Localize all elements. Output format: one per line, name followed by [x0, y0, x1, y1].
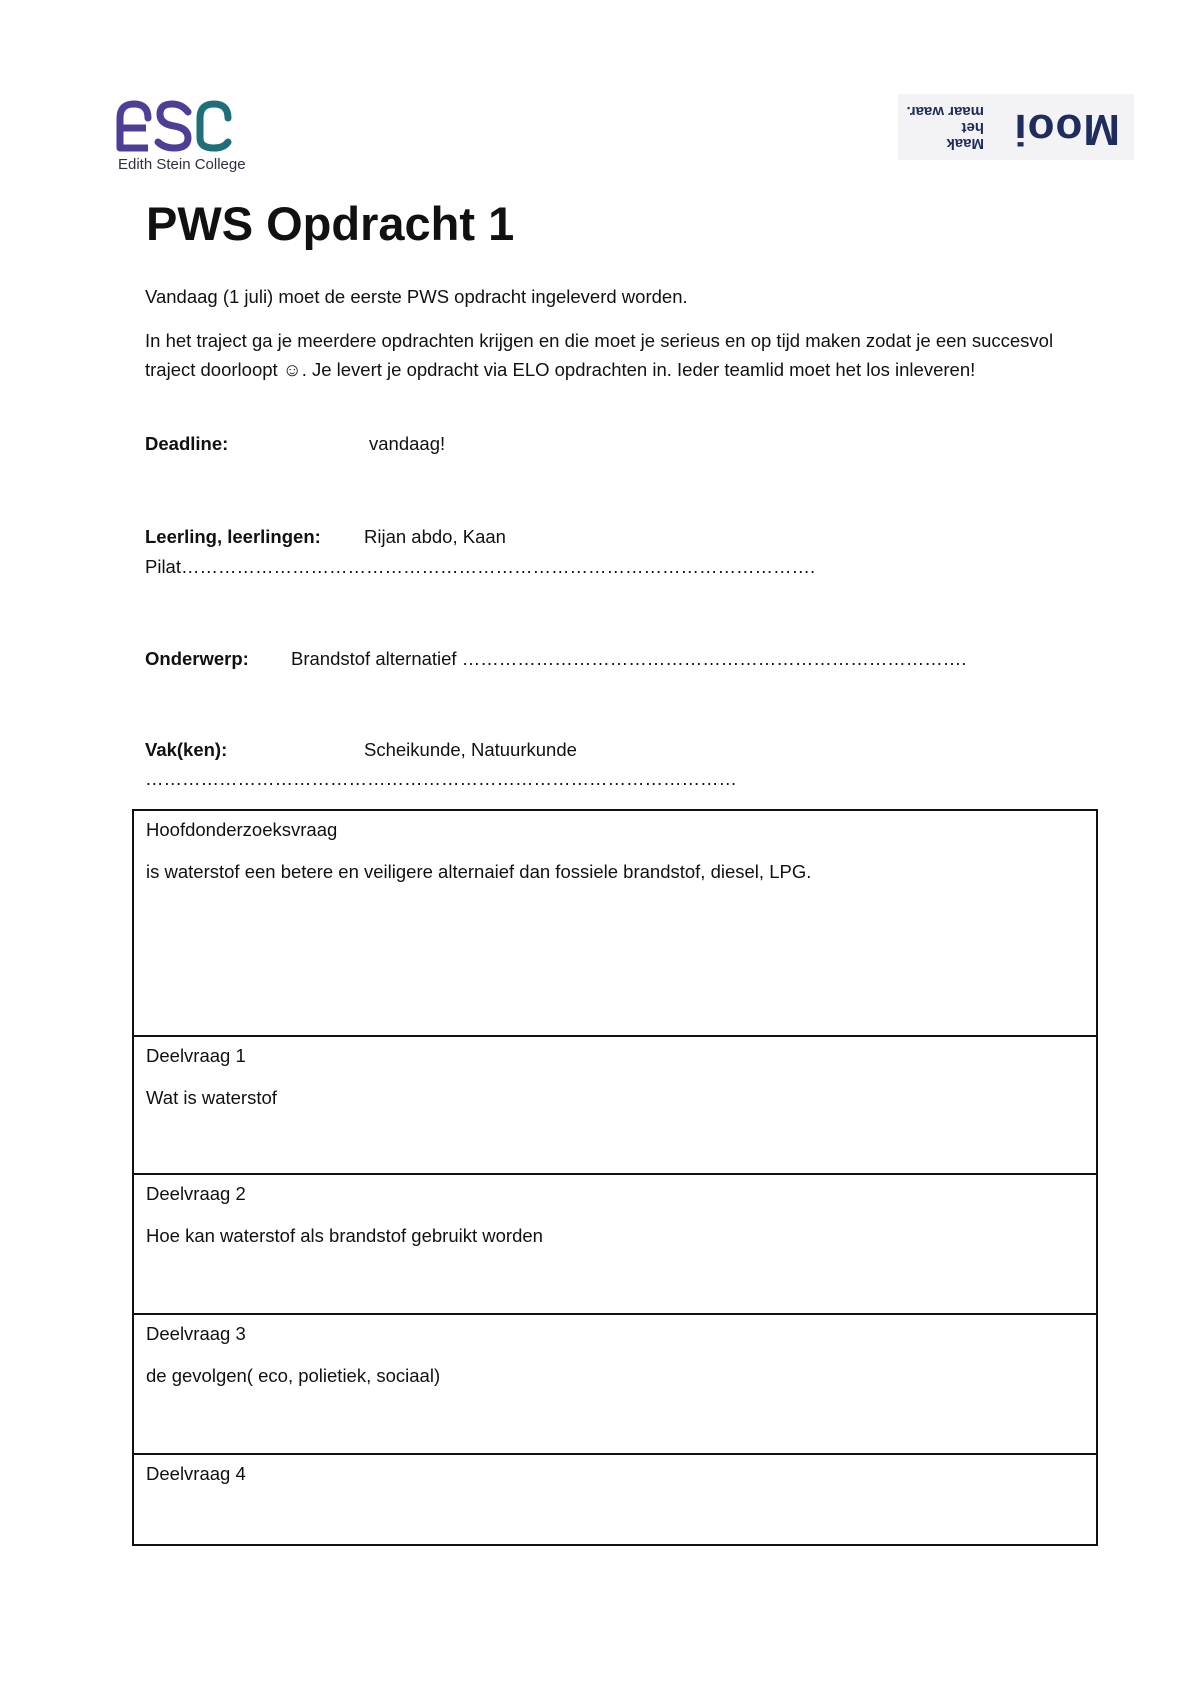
students-value: Rijan abdo, Kaan — [364, 526, 506, 547]
research-questions-table — [132, 809, 1098, 1546]
subject-value: Brandstof alternatief ………………………………………………………………………. — [291, 648, 967, 669]
question-answer: is waterstof een betere en veiligere alternaief dan fossiele brandstof, diesel, LPG. — [146, 861, 812, 882]
instruction-paragraph: In het traject ga je meerdere opdrachten krijgen en die moet je serieus en op tijd maken zodat je een succesvol traject doorloopt ☺. Je levert je opdracht via ELO opdrachten in. Ieder teamlid moet het los inleveren! — [145, 330, 1054, 380]
edith-stein-college-logo — [116, 98, 266, 178]
students-label: Leerling, leerlingen: — [145, 526, 321, 547]
students-field — [145, 526, 506, 548]
table-row — [133, 1454, 1097, 1545]
question-label: Deelvraag 3 — [146, 1323, 246, 1344]
students-continuation: Pilat…………………………………………………………………………………………. — [145, 556, 816, 577]
question-answer: de gevolgen( eco, polietiek, sociaal) — [146, 1365, 441, 1386]
subquestion-cell — [133, 1314, 1097, 1454]
mooi-logo — [898, 94, 1134, 160]
subject-label: Onderwerp: — [145, 648, 249, 669]
courses-dots: …………………………………………………………………………………… — [145, 768, 737, 789]
table-row — [133, 1314, 1097, 1454]
mooi-logo-line1: Maak — [946, 135, 984, 152]
deadline-value: vandaag! — [369, 433, 446, 454]
deadline-label: Deadline: — [145, 433, 229, 454]
question-label: Hoofdonderzoeksvraag — [146, 819, 338, 840]
esc-logo-mark — [116, 98, 236, 154]
table-row — [133, 1036, 1097, 1174]
question-answer: Hoe kan waterstof als brandstof gebruikt worden — [146, 1225, 543, 1246]
courses-value: Scheikunde, Natuurkunde — [364, 739, 577, 760]
intro-text: Vandaag (1 juli) moet de eerste PWS opdracht ingeleverd worden. — [145, 286, 688, 307]
page-title: PWS Opdracht 1 — [146, 197, 515, 250]
mooi-logo-rotated — [898, 94, 1134, 160]
mooi-logo-wordmark: Mooi — [1013, 105, 1120, 154]
question-label: Deelvraag 1 — [146, 1045, 246, 1066]
logo-caption: Edith Stein College — [118, 156, 246, 173]
courses-field — [145, 739, 577, 761]
table-row — [133, 810, 1097, 1036]
question-label: Deelvraag 2 — [146, 1183, 246, 1204]
question-label: Deelvraag 4 — [146, 1463, 246, 1484]
subject-field — [145, 648, 967, 670]
mooi-logo-line2: het — [961, 119, 984, 136]
subquestion-cell — [133, 1036, 1097, 1174]
courses-label: Vak(ken): — [145, 739, 228, 760]
table-row — [133, 1174, 1097, 1314]
question-answer: Wat is waterstof — [146, 1087, 277, 1108]
main-question-cell — [133, 810, 1097, 1036]
subquestion-cell — [133, 1174, 1097, 1314]
subquestion-cell — [133, 1454, 1097, 1545]
deadline-field — [145, 433, 446, 455]
mooi-logo-line3: maar waar. — [906, 103, 984, 120]
